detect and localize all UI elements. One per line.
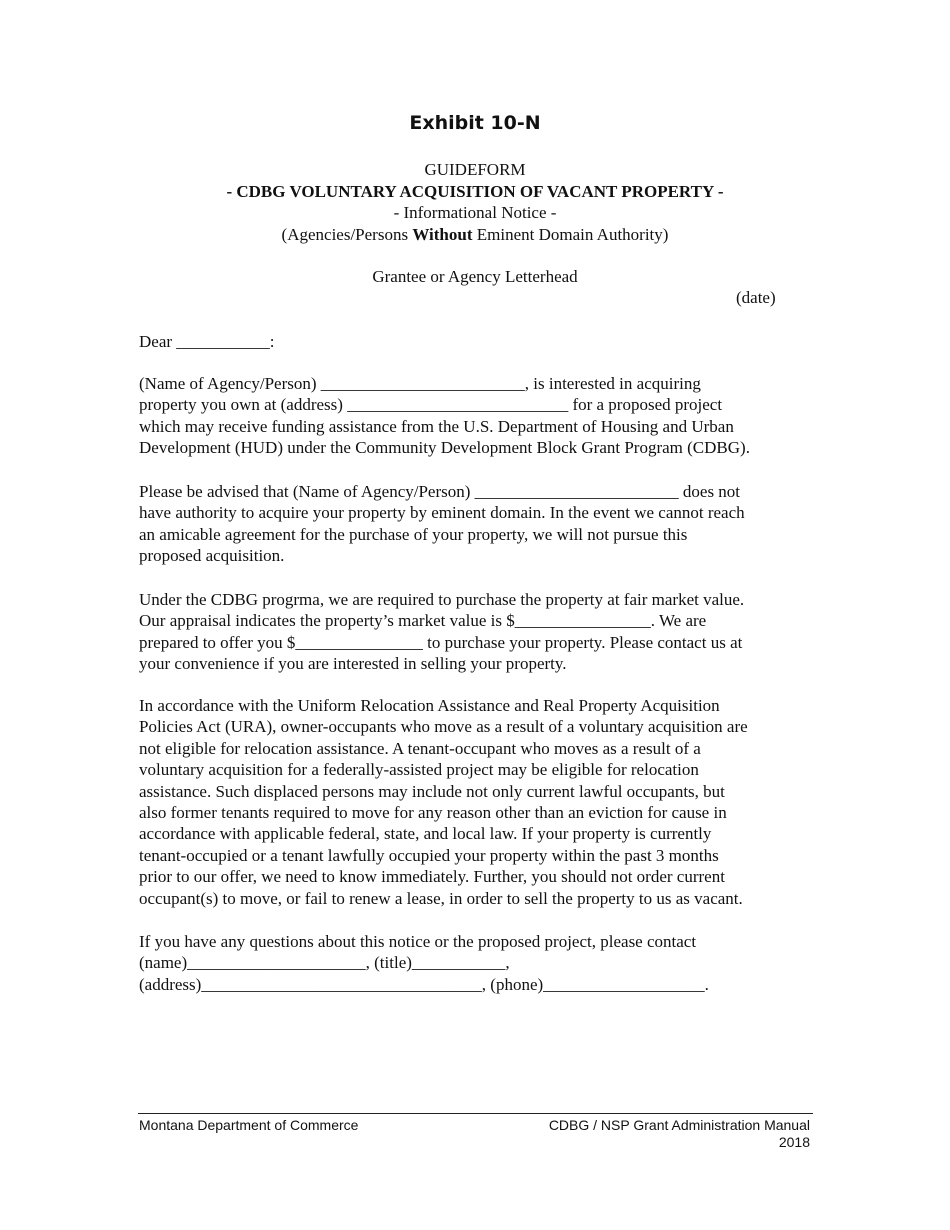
paragraph-line: occupant(s) to move, or fail to renew a lease, in order to sell the property to us as vacant. <box>139 888 743 908</box>
paragraph-line: Policies Act (URA), owner-occupants who move as a result of a voluntary acquisition are <box>139 717 748 737</box>
paragraph-market-value <box>139 589 819 675</box>
paragraph-line: your convenience if you are interested in selling your property. <box>139 654 567 674</box>
footer-year: 2018 <box>778 1134 810 1150</box>
footer-organization: Montana Department of Commerce <box>139 1117 359 1133</box>
paragraph-line: Please be advised that (Name of Agency/Person) ________________________ does not <box>139 482 741 501</box>
paragraph-relocation <box>139 695 819 909</box>
paragraph-line: an amicable agreement for the purchase of your property, we will not pursue this <box>139 524 688 544</box>
paragraph-line: not eligible for relocation assistance. A tenant-occupant who moves as a result of a <box>139 738 701 758</box>
paragraph-line: which may receive funding assistance from the U.S. Department of Housing and Urban <box>139 416 734 436</box>
paragraph-line: Development (HUD) under the Community Development Block Grant Program (CDBG). <box>139 438 750 458</box>
paragraph-line: (Name of Agency/Person) ________________________, is interested in acquiring <box>139 374 701 393</box>
paragraph-line: If you have any questions about this notice or the proposed project, please contact <box>139 932 697 951</box>
paragraph-interest <box>139 373 819 459</box>
paragraph-no-eminent-domain <box>139 481 819 567</box>
paragraph-line: (name)_____________________, (title)___________, <box>139 953 510 973</box>
paragraph-contact <box>139 931 819 995</box>
header-without-emphasis: Without <box>412 224 473 244</box>
paragraph-line: proposed acquisition. <box>139 546 285 566</box>
footer-manual-title: CDBG / NSP Grant Administration Manual <box>548 1117 810 1133</box>
paragraph-line: (address)_________________________________, (phone)___________________. <box>139 974 709 994</box>
paragraph-line: have authority to acquire your property by eminent domain. In the event we cannot reach <box>139 503 745 523</box>
paragraph-line: tenant-occupied or a tenant lawfully occupied your property within the past 3 months <box>139 845 719 865</box>
paragraph-line: accordance with applicable federal, state, and local law. If your property is currently <box>139 824 712 844</box>
date-placeholder: (date) <box>736 288 776 307</box>
header-authority: (Agencies/Persons Without Eminent Domain Authority) <box>281 224 669 244</box>
paragraph-line: assistance. Such displaced persons may include not only current lawful occupants, but <box>139 781 725 801</box>
paragraph-line: also former tenants required to move for any reason other than an eviction for cause in <box>139 803 727 823</box>
paragraph-line: In accordance with the Uniform Relocation Assistance and Real Property Acquisition <box>139 696 720 715</box>
exhibit-title: Exhibit 10-N <box>409 112 541 134</box>
form-header <box>0 159 950 245</box>
paragraph-line: voluntary acquisition for a federally-assisted project may be eligible for relocation <box>139 760 699 780</box>
letterhead-placeholder: Grantee or Agency Letterhead <box>372 267 578 286</box>
paragraph-line: property you own at (address) __________________________ for a proposed project <box>139 395 723 415</box>
paragraph-line: Our appraisal indicates the property’s market value is $________________. We are <box>139 611 707 631</box>
header-notice-type: - Informational Notice - <box>393 203 557 222</box>
footer-divider <box>138 1113 813 1114</box>
paragraph-line: Under the CDBG progrma, we are required to purchase the property at fair market value. <box>139 590 745 609</box>
header-guideform: GUIDEFORM <box>424 160 526 179</box>
paragraph-line: prepared to offer you $_______________ to purchase your property. Please contact us at <box>139 632 743 652</box>
header-form-title: - CDBG VOLUNTARY ACQUISITION OF VACANT PROPERTY - <box>226 181 724 201</box>
paragraph-line: prior to our offer, we need to know immediately. Further, you should not order current <box>139 867 725 887</box>
footer-manual-info <box>549 1117 810 1151</box>
salutation: Dear ___________: <box>139 332 275 351</box>
